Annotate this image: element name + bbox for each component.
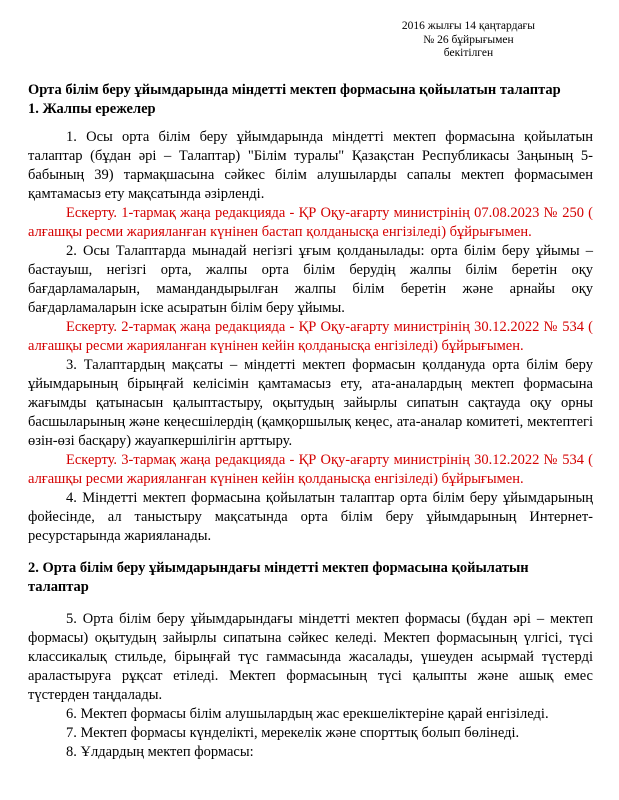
section-1-heading: 1. Жалпы ережелер: [28, 100, 156, 117]
paragraph-2: 2. Осы Талаптарда мынадай негізгі ұғым қолданылады: орта білім беру ұйымы – бастауыш, негізгі орта, жалпы орта білім берудің жалпы білім беретін оқу бағдарламаларын, мамандандырылған жалпы білім беретін және арнайы оқу бағдарламаларын іске асыратын білім беру ұйымы.: [28, 242, 593, 316]
paragraph-8: 8. Ұлдардың мектеп формасы:: [66, 743, 254, 760]
paragraph-1: 1. Осы орта білім беру ұйымдарында міндетті мектеп формасына қойылатын талаптар (бұдан әрі – Талаптар) "Білім туралы" Қазақстан Республикасы Заңының 5-бабының 39) тармақшасына сәйкес білім алушыларды сапалы мектеп формасымен қамтамасыз ету мақсатында әзірленді.: [28, 128, 593, 202]
approval-line-order: № 26 бұйрығымен: [423, 33, 514, 46]
note-paragraph-2: Ескерту. 2-тармақ жаңа редакцияда - ҚР Оқу-ағарту министрінің 30.12.2022 № 534 ( алғашқы ресми жарияланған күнінен кейін қолданысқа енгізіледі) бұйрығымен.: [28, 318, 593, 354]
paragraph-3: 3. Талаптардың мақсаты – міндетті мектеп формасын қолдануда орта білім беру ұйымдарының бірыңғай келісімін қамтамасыз ету, ата-аналардың мектеп формасына жағымды қатынасын қалыптастыру, оқытудың зайырлы сипатын сақтауда оқу орны басшыларының және кеңесшілердің (қамқоршылық кеңес, ата-аналар комитеті, мектептегі өзін-өзі басқару) жауапкершілігін арттыру.: [28, 356, 593, 449]
document-title: Орта білім беру ұйымдарында міндетті мектеп формасына қойылатын талаптар: [28, 81, 561, 98]
paragraph-5: 5. Орта білім беру ұйымдарындағы міндетті мектеп формасы (бұдан әрі – мектеп формасы) оқытудың зайырлы сипатына сәйкес келеді. Мектеп формасының үлгісі, түсі классикалық стильде, бірыңғай түс гаммасында жасалады, үшеуден асырмай түстерді араластыруға рұқсат етіледі. Мектеп формасының түсі қалыпты және ашық емес түстерден таңдалады.: [28, 610, 593, 703]
approval-line-approved: бекітілген: [443, 47, 494, 59]
approval-line-date: 2016 жылғы 14 қаңтардағы: [401, 20, 535, 32]
paragraph-4: 4. Міндетті мектеп формасына қойылатын талаптар орта білім беру ұйымдарының фойесінде, ал таныстыру мақсатында орта білім беру ұйымдарының Интернет-ресурстарында жарияланады.: [28, 489, 593, 544]
paragraph-7: 7. Мектеп формасы күнделікті, мерекелік және спорттық болып бөлінеді.: [66, 724, 520, 741]
section-2-heading: 2. Орта білім беру ұйымдарындағы міндетті мектеп формасына қойылатын талаптар: [28, 559, 529, 595]
approval-block: [402, 20, 535, 61]
paragraph-6: 6. Мектеп формасы білім алушылардың жас ерекшеліктеріне қарай енгізіледі.: [66, 705, 549, 722]
note-paragraph-1: Ескерту. 1-тармақ жаңа редакцияда - ҚР Оқу-ағарту министрінің 07.08.2023 № 250 ( алғашқы ресми жарияланған күнінен бастап қолданысқа енгізіледі) бұйрығымен.: [28, 204, 593, 240]
note-paragraph-3: Ескерту. 3-тармақ жаңа редакцияда - ҚР Оқу-ағарту министрінің 30.12.2022 № 534 ( алғашқы ресми жарияланған күнінен кейін қолданысқа енгізіледі) бұйрығымен.: [28, 451, 593, 487]
